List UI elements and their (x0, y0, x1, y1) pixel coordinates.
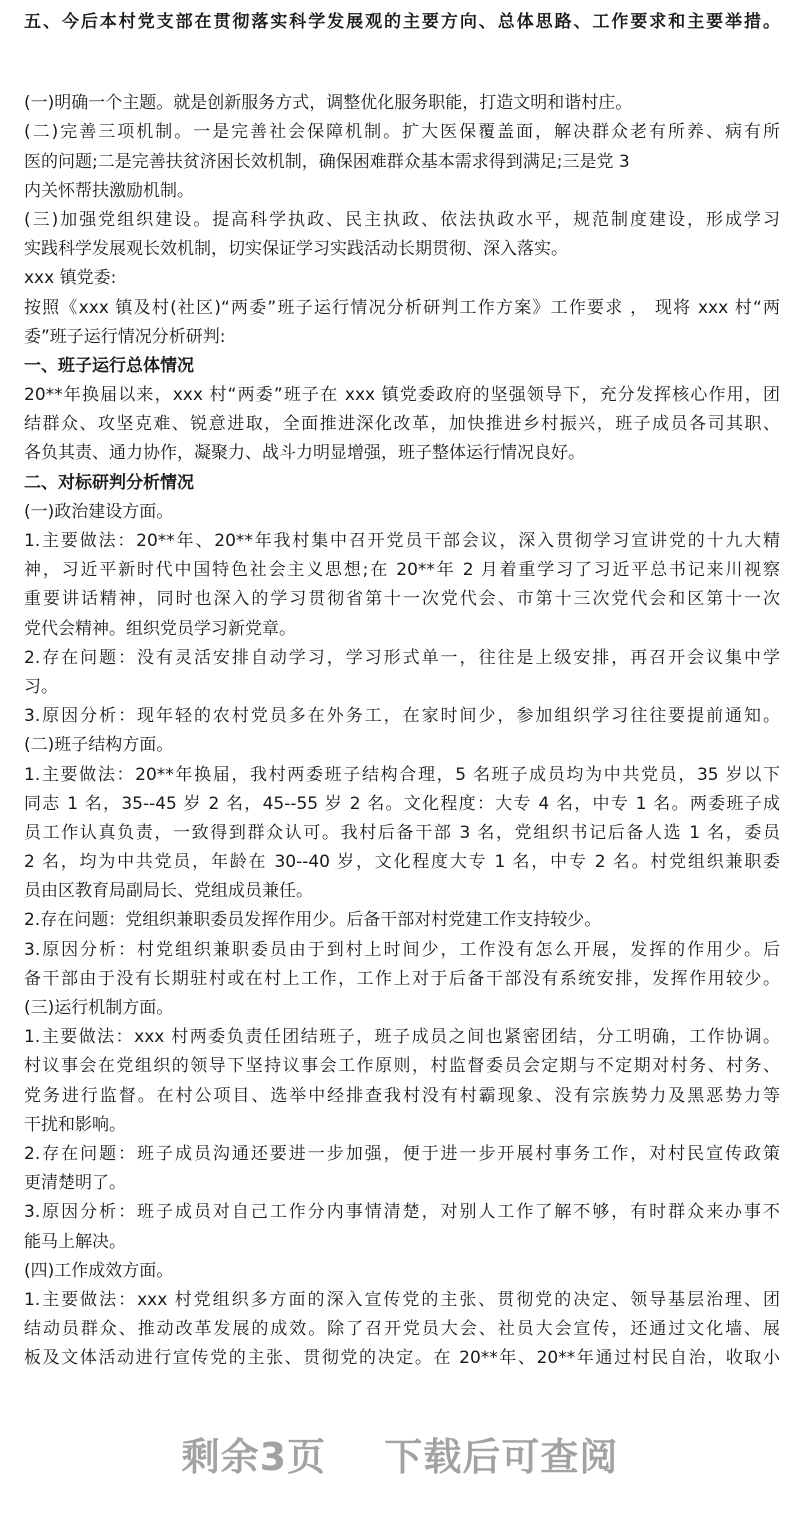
text-line: 3.原因分析：村党组织兼职委员由于到村上时间少，工作没有怎么开展，发挥的作用少。后 (24, 939, 780, 960)
text-line: 重要讲话精神，同时也深入的学习贯彻省第十一次党代会、市第十三次党代会和区第十一次 (24, 589, 780, 610)
section-heading: 五、今后本村党支部在贯彻落实科学发展观的主要方向、总体思路、工作要求和主要举措。 (24, 12, 780, 32)
text-line: xxx 镇党委: (24, 268, 117, 289)
text-line: 各负其责、通力协作，凝聚力、战斗力明显增强，班子整体运行情况良好。 (24, 443, 585, 464)
text-line: 1.主要做法：xxx 村党组织多方面的深入宣传党的主张、贯彻党的决定、领导基层治理、团 (24, 1289, 780, 1310)
spacer (24, 37, 780, 89)
text-line: 神，习近平新时代中国特色社会主义思想;在 20**年 2 月着重学习了习近平总书记来川视察 (24, 560, 780, 581)
text-line: 1.主要做法：20**年换届，我村两委班子结构合理，5 名班子成员均为中共党员，35 岁以下 (24, 764, 780, 785)
text-line: 员由区教育局副局长、党组成员兼任。 (24, 881, 313, 902)
text-line: 结动员群众、推动改革发展的成效。除了召开党员大会、社员大会宣传，还通过文化墙、展 (24, 1319, 780, 1340)
text-line: (四)工作成效方面。 (24, 1260, 174, 1281)
text-line: 备干部由于没有长期驻村或在村上工作，工作上对于后备干部没有系统安排，发挥作用较少。 (24, 968, 780, 989)
text-line: 同志 1 名，35--45 岁 2 名，45--55 岁 2 名。文化程度：大专 4 名，中专 1 名。两委班子成 (24, 793, 780, 814)
text-line: 3.原因分析：班子成员对自己工作分内事情清楚，对别人工作了解不够，有时群众来办事不 (24, 1202, 780, 1223)
text-line: 党务进行监督。在村公项目、选举中经排查我村没有村霸现象、没有宗族势力及黑恶势力等 (24, 1085, 780, 1106)
text-line: 能马上解决。 (24, 1231, 126, 1252)
text-line: (二)完善三项机制。一是完善社会保障机制。扩大医保覆盖面，解决群众老有所养、病有所 (24, 122, 780, 143)
download-prompt[interactable] (0, 1426, 800, 1481)
text-line: 1.主要做法：20**年、20**年我村集中召开党员干部会议，深入贯彻学习宣讲党的十九大精 (24, 531, 780, 551)
text-line: 医的问题;二是完善扶贫济困长效机制，确保困难群众基本需求得到满足;三是党 3 (24, 151, 630, 172)
text-line: 结群众、攻坚克难、锐意进取，全面推进深化改革，加快推进乡村振兴，班子成员各司其职、 (24, 414, 780, 435)
text-line: (三)运行机制方面。 (24, 998, 174, 1018)
text-line: 干扰和影响。 (24, 1114, 126, 1135)
text-line: (一)明确一个主题。就是创新服务方式，调整优化服务职能，打造文明和谐村庄。 (24, 93, 633, 114)
text-line: 3.原因分析：现年轻的农村党员多在外务工，在家时间少，参加组织学习往往要提前通知。 (24, 706, 780, 727)
text-line: 2.存在问题：班子成员沟通还要进一步加强，便于进一步开展村事务工作，对村民宣传政策 (24, 1143, 780, 1164)
text-line: 按照《xxx 镇及村(社区)“两委”班子运行情况分析研判工作方案》工作要求 ， 现将 xxx 村“两 (24, 297, 780, 318)
text-line: 更清楚明了。 (24, 1173, 126, 1194)
document-body (24, 8, 780, 1373)
section-heading: 一、班子运行总体情况 (24, 355, 194, 376)
text-line: 党代会精神。组织党员学习新党章。 (24, 618, 296, 639)
text-line: 员工作认真负责，一致得到群众认可。我村后备干部 3 名，党组织书记后备人选 1 名，委员 (24, 822, 780, 843)
text-line: (三)加强党组织建设。提高科学执政、民主执政、依法执政水平，规范制度建设，形成学习 (24, 209, 780, 230)
section-heading: 二、对标研判分析情况 (24, 472, 194, 493)
text-line: 2.存在问题：没有灵活安排自动学习，学习形式单一，往往是上级安排，再召开会议集中学 (24, 647, 780, 668)
text-line: 委”班子运行情况分析研判: (24, 326, 226, 347)
text-line: (二)班子结构方面。 (24, 735, 174, 756)
text-line: 2.存在问题：党组织兼职委员发挥作用少。后备干部对村党建工作支持较少。 (24, 910, 602, 931)
text-line: 村议事会在党组织的领导下坚持议事会工作原则，村监督委员会定期与不定期对村务、村务、 (24, 1056, 780, 1077)
text-line: 习。 (24, 676, 58, 697)
remaining-pages-label: 剩余3页 (181, 1435, 327, 1479)
text-line: 实践科学发展观长效机制，切实保证学习实践活动长期贯彻、深入落实。 (24, 239, 568, 260)
text-line: 20**年换届以来，xxx 村“两委”班子在 xxx 镇党委政府的坚强领导下，充分发挥核心作用，团 (24, 385, 780, 406)
text-line: 1.主要做法：xxx 村两委负责任团结班子，班子成员之间也紧密团结，分工明确，工作协调。 (24, 1027, 780, 1048)
text-line: (一)政治建设方面。 (24, 501, 174, 522)
text-line: 2 名，均为中共党员，年龄在 30--40 岁，文化程度大专 1 名，中专 2 名。村党组织兼职委 (24, 852, 780, 873)
text-line: 板及文体活动进行宣传党的主张、贯彻党的决定。在 20**年、20**年通过村民自治，收取小 (24, 1348, 780, 1369)
text-line: 内关怀帮扶激励机制。 (24, 180, 194, 201)
download-hint-label[interactable]: 下载后可查阅 (384, 1435, 619, 1479)
